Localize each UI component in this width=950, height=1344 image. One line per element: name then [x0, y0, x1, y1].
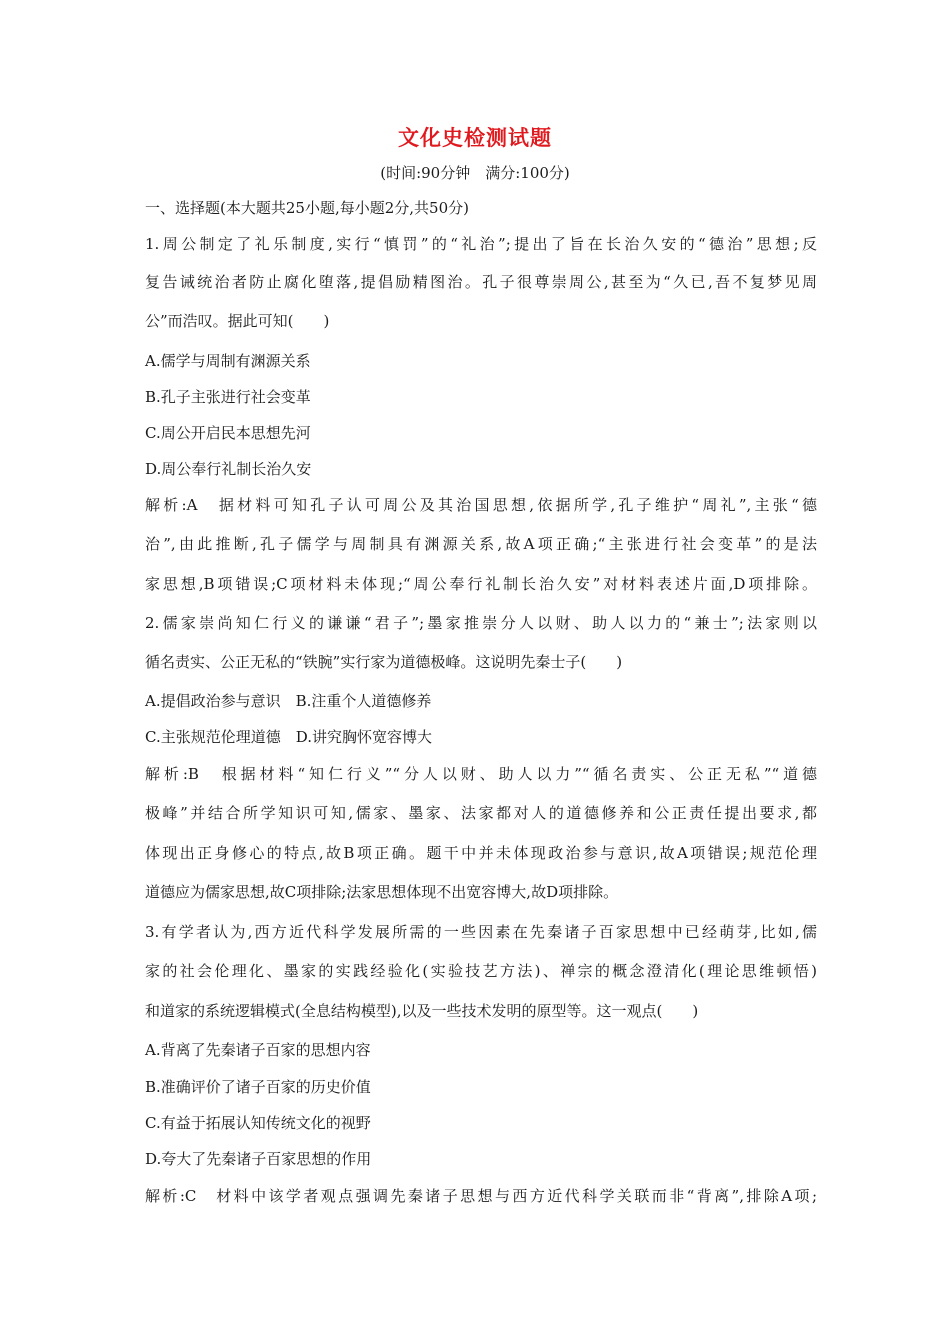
exam-info: (时间:90分钟 满分:100分)	[380, 164, 570, 182]
q2-analysis-line: 解析:B 根据材料“知仁行义”“分人以财、助人以力”“循名责实、公正无私”“道德	[145, 765, 817, 783]
q1-stem-line: 公”而浩叹。据此可知( )	[145, 312, 330, 330]
q2-options-ab: A.提倡政治参与意识 B.注重个人道德修养	[145, 692, 432, 710]
page-title: 文化史检测试题	[398, 126, 552, 150]
q1-option-b: B.孔子主张进行社会变革	[145, 388, 311, 406]
q1-analysis-line: 解析:A 据材料可知孔子认可周公及其治国思想,依据所学,孔子维护“周礼”,主张“德	[145, 496, 817, 514]
q3-analysis-line: 解析:C 材料中该学者观点强调先秦诸子思想与西方近代科学关联而非“背离”,排除A项;	[145, 1187, 817, 1205]
q1-analysis-line: 治”,由此推断,孔子儒学与周制具有渊源关系,故A项正确;“主张进行社会变革”的是法	[145, 535, 817, 553]
q2-stem-line: 循名责实、公正无私的“铁腕”实行家为道德极峰。这说明先秦士子( )	[145, 653, 623, 671]
q1-stem-line: 1.周公制定了礼乐制度,实行“慎罚”的“礼治”;提出了旨在长治久安的“德治”思想;反	[145, 235, 817, 253]
q2-options-cd: C.主张规范伦理道德 D.讲究胸怀宽容博大	[145, 728, 432, 746]
q3-option-d: D.夸大了先秦诸子百家思想的作用	[145, 1150, 372, 1168]
q3-stem-line: 3.有学者认为,西方近代科学发展所需的一些因素在先秦诸子百家思想中已经萌芽,比如,儒	[145, 923, 817, 941]
q3-stem-line: 家的社会伦理化、墨家的实践经验化(实验技艺方法)、禅宗的概念澄清化(理论思维顿悟)	[145, 962, 817, 980]
q1-option-a: A.儒学与周制有渊源关系	[145, 352, 311, 370]
q2-analysis-line: 极峰”并结合所学知识可知,儒家、墨家、法家都对人的道德修养和公正责任提出要求,都	[145, 804, 817, 822]
q3-stem-line: 和道家的系统逻辑模式(全息结构模型),以及一些技术发明的原型等。这一观点( )	[145, 1002, 699, 1020]
q3-option-b: B.准确评价了诸子百家的历史价值	[145, 1078, 371, 1096]
q1-option-c: C.周公开启民本思想先河	[145, 424, 311, 442]
q1-option-d: D.周公奉行礼制长治久安	[145, 460, 312, 478]
q1-stem-line: 复告诫统治者防止腐化堕落,提倡励精图治。孔子很尊崇周公,甚至为“久已,吾不复梦见周	[145, 273, 817, 291]
q3-option-c: C.有益于拓展认知传统文化的视野	[145, 1114, 371, 1132]
q2-stem-line: 2.儒家崇尚知仁行义的谦谦“君子”;墨家推崇分人以财、助人以力的“兼士”;法家则以	[145, 614, 817, 632]
section-heading: 一、选择题(本大题共25小题,每小题2分,共50分)	[145, 199, 469, 217]
q3-option-a: A.背离了先秦诸子百家的思想内容	[145, 1041, 371, 1059]
q2-analysis-line: 道德应为儒家思想,故C项排除;法家思想体现不出宽容博大,故D项排除。	[145, 883, 619, 901]
q1-analysis-line: 家思想,B项错误;C项材料未体现;“周公奉行礼制长治久安”对材料表述片面,D项排除。	[145, 575, 817, 593]
q2-analysis-line: 体现出正身修心的特点,故B项正确。题干中并未体现政治参与意识,故A项错误;规范伦理	[145, 844, 817, 862]
